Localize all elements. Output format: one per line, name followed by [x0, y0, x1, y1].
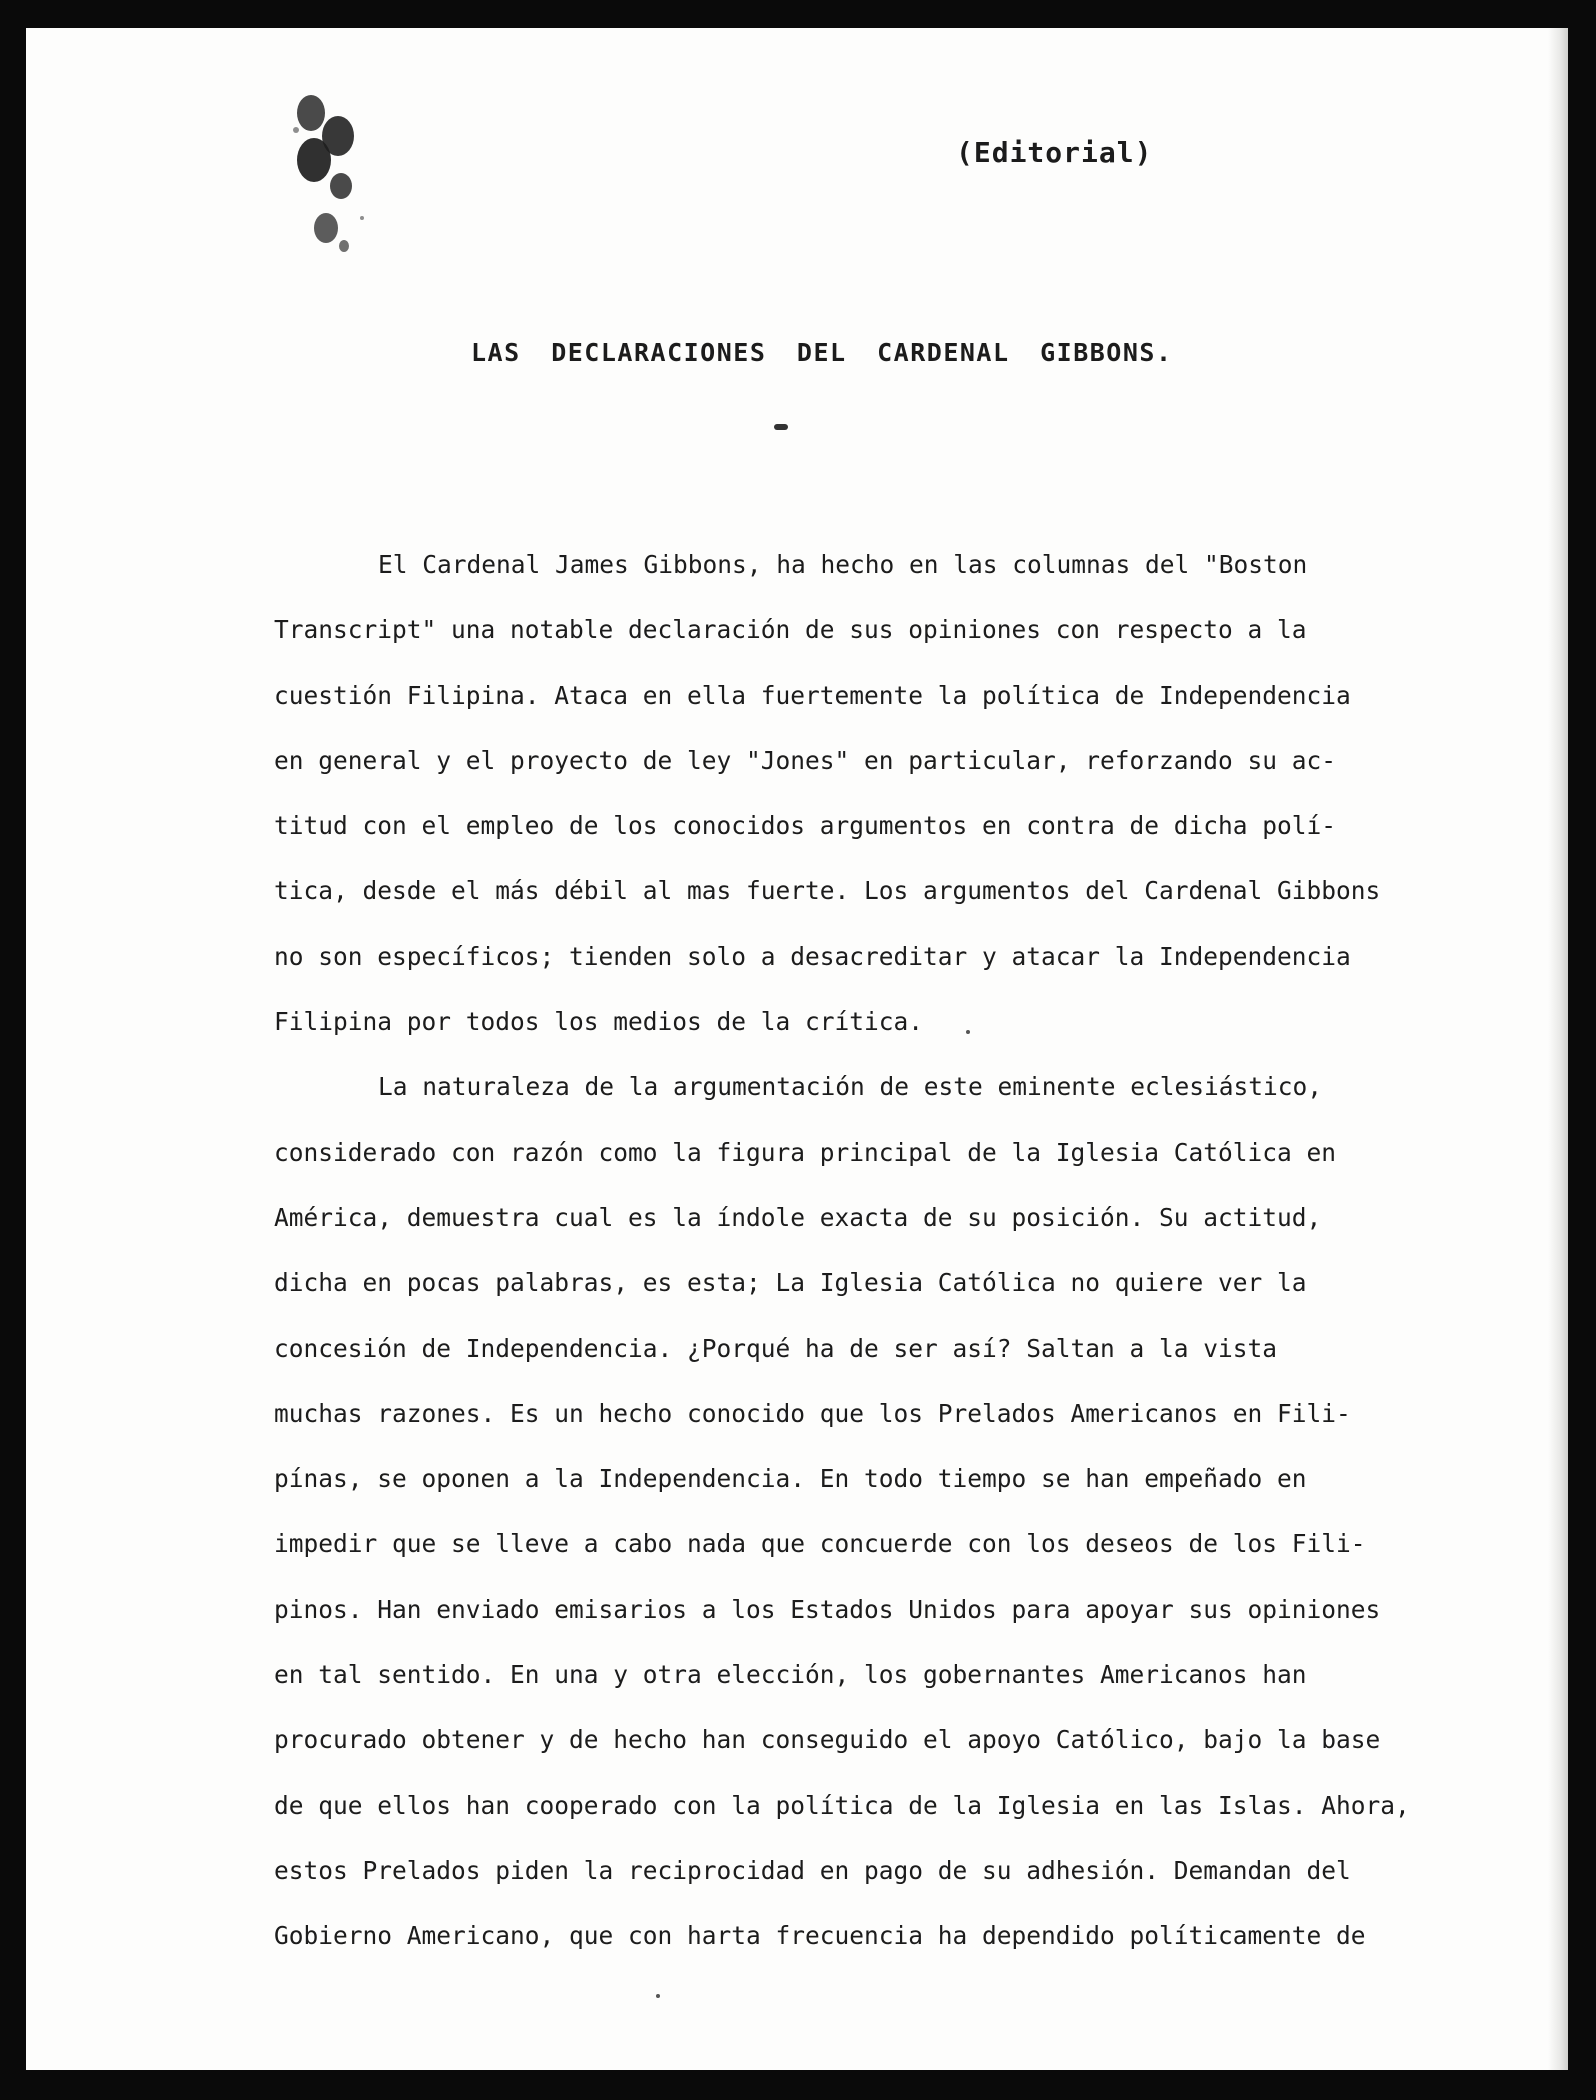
- document-body: [274, 532, 1534, 1969]
- text-line: Gobierno Americano, que con harta frecuencia ha dependido políticamente de: [274, 1921, 1366, 1951]
- page-edge: [1548, 28, 1568, 2070]
- text-line: considerado con razón como la figura principal de la Iglesia Católica en: [274, 1137, 1337, 1167]
- text-line: titud con el empleo de los conocidos argumentos en contra de dicha polí-: [274, 811, 1337, 841]
- text-line: pínas, se oponen a la Independencia. En todo tiempo se han empeñado en: [274, 1464, 1307, 1494]
- title-separator: [774, 424, 788, 430]
- text-line: La naturaleza de la argumentación de este eminente eclesiástico,: [378, 1072, 1323, 1102]
- stray-ink-dot: [966, 1030, 970, 1034]
- document-title: LAS DECLARACIONES DEL CARDENAL GIBBONS.: [471, 338, 1173, 367]
- ink-smudge: [266, 68, 416, 258]
- text-line: concesión de Independencia. ¿Porqué ha de ser así? Saltan a la vista: [274, 1333, 1278, 1363]
- text-line: estos Prelados piden la reciprocidad en pago de su adhesión. Demandan del: [274, 1855, 1351, 1885]
- text-line: de que ellos han cooperado con la política de la Iglesia en las Islas. Ahora,: [274, 1790, 1410, 1820]
- document-page: [26, 28, 1568, 2070]
- text-line: no son específicos; tienden solo a desacreditar y atacar la Independencia: [274, 941, 1351, 971]
- editorial-label: (Editorial): [956, 136, 1153, 169]
- text-line: El Cardenal James Gibbons, ha hecho en las columnas del "Boston: [378, 550, 1308, 579]
- text-line: Filipina por todos los medios de la crítica.: [274, 1007, 924, 1037]
- text-line: tica, desde el más débil al mas fuerte. Los argumentos del Cardenal Gibbons: [274, 876, 1381, 906]
- text-line: Transcript" una notable declaración de sus opiniones con respecto a la: [274, 615, 1307, 645]
- text-line: cuestión Filipina. Ataca en ella fuertemente la política de Independencia: [274, 680, 1351, 710]
- text-line: procurado obtener y de hecho han conseguido el apoyo Católico, bajo la base: [274, 1725, 1381, 1755]
- text-line: en general y el proyecto de ley "Jones" en particular, reforzando su ac-: [274, 745, 1337, 775]
- text-line: pinos. Han enviado emisarios a los Estados Unidos para apoyar sus opiniones: [274, 1594, 1381, 1624]
- text-line: dicha en pocas palabras, es esta; La Iglesia Católica no quiere ver la: [274, 1268, 1307, 1298]
- text-line: América, demuestra cual es la índole exacta de su posición. Su actitud,: [274, 1202, 1322, 1232]
- text-line: en tal sentido. En una y otra elección, los gobernantes Americanos han: [274, 1660, 1307, 1690]
- text-line: impedir que se lleve a cabo nada que concuerde con los deseos de los Fili-: [274, 1529, 1366, 1559]
- text-line: muchas razones. Es un hecho conocido que los Prelados Americanos en Fili-: [274, 1398, 1351, 1428]
- stray-ink-dot: [656, 1994, 660, 1998]
